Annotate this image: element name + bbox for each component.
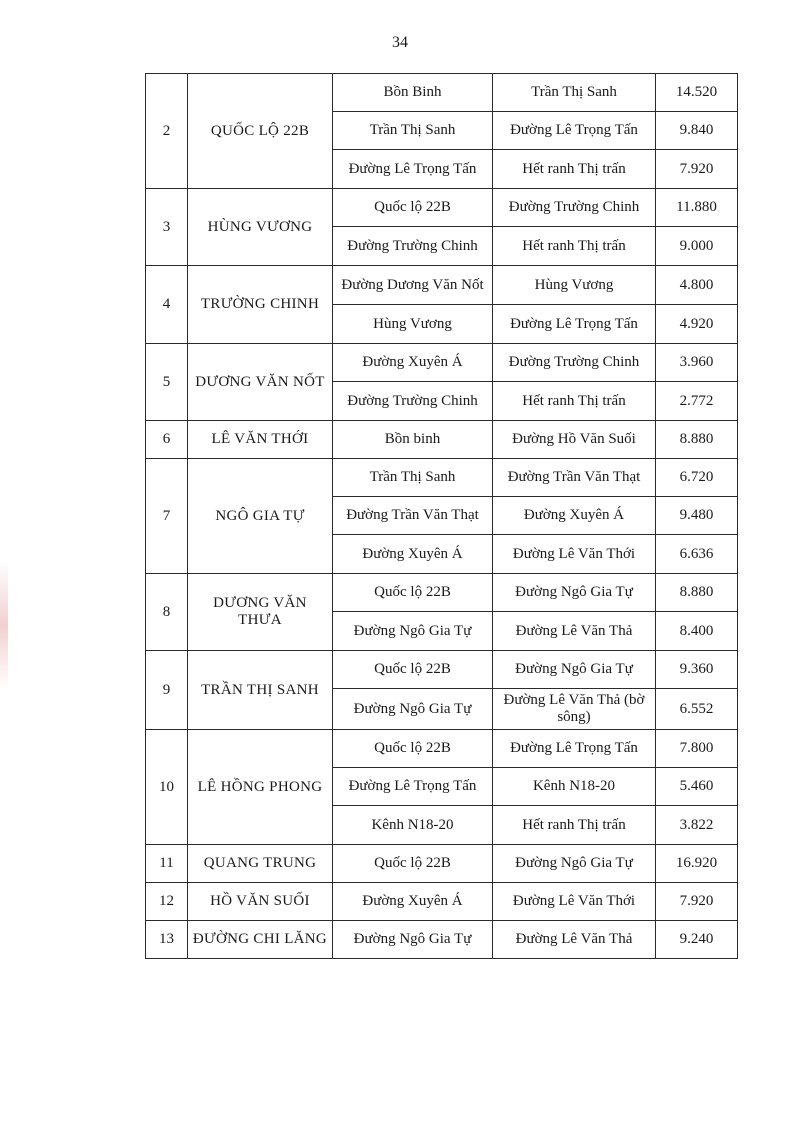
- price-cell: 6.636: [656, 535, 738, 574]
- street-name-cell: HÙNG VƯƠNG: [188, 189, 333, 266]
- segment-from-cell: Đường Xuyên Á: [333, 883, 493, 921]
- price-cell: 4.800: [656, 266, 738, 305]
- segment-to-cell: Đường Lê Văn Thới: [493, 535, 656, 574]
- table-row: [146, 730, 738, 768]
- price-cell: 8.400: [656, 612, 738, 651]
- segment-to-cell: Đường Lê Văn Thới: [493, 883, 656, 921]
- stamp-edge-mark: [0, 560, 8, 690]
- table-row: [146, 344, 738, 382]
- table-row: [146, 421, 738, 459]
- table-row: [146, 574, 738, 612]
- segment-from-cell: Đường Lê Trọng Tấn: [333, 150, 493, 189]
- segment-to-cell: Trần Thị Sanh: [493, 74, 656, 112]
- price-cell: 5.460: [656, 768, 738, 806]
- segment-to-cell: Đường Trần Văn Thạt: [493, 459, 656, 497]
- price-cell: 14.520: [656, 74, 738, 112]
- segment-to-cell: Đường Lê Văn Thả (bờ sông): [493, 689, 656, 730]
- segment-to-cell: Đường Hồ Văn Suối: [493, 421, 656, 459]
- row-number-cell: 5: [146, 344, 188, 421]
- price-cell: 8.880: [656, 421, 738, 459]
- segment-from-cell: Quốc lộ 22B: [333, 189, 493, 227]
- price-cell: 9.480: [656, 497, 738, 535]
- price-cell: 6.552: [656, 689, 738, 730]
- row-number-cell: 2: [146, 74, 188, 189]
- row-number-cell: 7: [146, 459, 188, 574]
- segment-from-cell: Đường Trần Văn Thạt: [333, 497, 493, 535]
- street-name-cell: TRẦN THỊ SANH: [188, 651, 333, 730]
- segment-from-cell: Đường Ngô Gia Tự: [333, 612, 493, 651]
- price-cell: 16.920: [656, 845, 738, 883]
- row-number-cell: 10: [146, 730, 188, 845]
- price-cell: 9.360: [656, 651, 738, 689]
- segment-to-cell: Hết ranh Thị trấn: [493, 227, 656, 266]
- table-row: [146, 921, 738, 959]
- street-name-cell: ĐƯỜNG CHI LĂNG: [188, 921, 333, 959]
- segment-from-cell: Quốc lộ 22B: [333, 845, 493, 883]
- page-number: 34: [392, 34, 408, 51]
- segment-to-cell: Đường Trường Chinh: [493, 189, 656, 227]
- street-name-cell: QUANG TRUNG: [188, 845, 333, 883]
- land-price-table: [145, 73, 738, 959]
- street-name-cell: DƯƠNG VĂN THƯA: [188, 574, 333, 651]
- street-name-cell: LÊ VĂN THỚI: [188, 421, 333, 459]
- row-number-cell: 12: [146, 883, 188, 921]
- segment-to-cell: Đường Ngô Gia Tự: [493, 845, 656, 883]
- street-name-cell: HỒ VĂN SUỐI: [188, 883, 333, 921]
- street-name-cell: NGÔ GIA TỰ: [188, 459, 333, 574]
- segment-to-cell: Đường Lê Trọng Tấn: [493, 305, 656, 344]
- price-cell: 3.822: [656, 806, 738, 845]
- segment-from-cell: Đường Trường Chinh: [333, 382, 493, 421]
- table-row: [146, 189, 738, 227]
- table-row: [146, 651, 738, 689]
- row-number-cell: 3: [146, 189, 188, 266]
- row-number-cell: 9: [146, 651, 188, 730]
- row-number-cell: 4: [146, 266, 188, 344]
- segment-from-cell: Trần Thị Sanh: [333, 459, 493, 497]
- segment-to-cell: Hùng Vương: [493, 266, 656, 305]
- segment-from-cell: Quốc lộ 22B: [333, 730, 493, 768]
- segment-to-cell: Đường Lê Trọng Tấn: [493, 730, 656, 768]
- price-cell: 3.960: [656, 344, 738, 382]
- segment-to-cell: Đường Ngô Gia Tự: [493, 651, 656, 689]
- segment-to-cell: Đường Xuyên Á: [493, 497, 656, 535]
- segment-to-cell: Đường Lê Văn Thả: [493, 612, 656, 651]
- price-cell: 7.920: [656, 150, 738, 189]
- price-cell: 9.840: [656, 112, 738, 150]
- segment-to-cell: Hết ranh Thị trấn: [493, 382, 656, 421]
- table-row: [146, 266, 738, 305]
- table-row: [146, 883, 738, 921]
- segment-from-cell: Đường Lê Trọng Tấn: [333, 768, 493, 806]
- segment-to-cell: Hết ranh Thị trấn: [493, 150, 656, 189]
- segment-to-cell: Hết ranh Thị trấn: [493, 806, 656, 845]
- segment-to-cell: Đường Lê Văn Thả: [493, 921, 656, 959]
- segment-to-cell: Đường Trường Chinh: [493, 344, 656, 382]
- price-cell: 9.240: [656, 921, 738, 959]
- table-row: [146, 845, 738, 883]
- row-number-cell: 11: [146, 845, 188, 883]
- segment-from-cell: Đường Xuyên Á: [333, 535, 493, 574]
- price-cell: 2.772: [656, 382, 738, 421]
- street-name-cell: LÊ HỒNG PHONG: [188, 730, 333, 845]
- price-cell: 7.800: [656, 730, 738, 768]
- segment-from-cell: Quốc lộ 22B: [333, 574, 493, 612]
- segment-from-cell: Đường Xuyên Á: [333, 344, 493, 382]
- segment-from-cell: Đường Ngô Gia Tự: [333, 921, 493, 959]
- street-name-cell: TRƯỜNG CHINH: [188, 266, 333, 344]
- table-body: [146, 74, 738, 959]
- segment-to-cell: Kênh N18-20: [493, 768, 656, 806]
- segment-from-cell: Đường Dương Văn Nốt: [333, 266, 493, 305]
- row-number-cell: 13: [146, 921, 188, 959]
- row-number-cell: 6: [146, 421, 188, 459]
- table-row: [146, 74, 738, 112]
- segment-from-cell: Trần Thị Sanh: [333, 112, 493, 150]
- street-name-cell: DƯƠNG VĂN NỐT: [188, 344, 333, 421]
- row-number-cell: 8: [146, 574, 188, 651]
- price-cell: 9.000: [656, 227, 738, 266]
- segment-to-cell: Đường Lê Trọng Tấn: [493, 112, 656, 150]
- segment-from-cell: Kênh N18-20: [333, 806, 493, 845]
- segment-from-cell: Quốc lộ 22B: [333, 651, 493, 689]
- table-row: [146, 459, 738, 497]
- price-cell: 8.880: [656, 574, 738, 612]
- segment-from-cell: Đường Trường Chinh: [333, 227, 493, 266]
- segment-to-cell: Đường Ngô Gia Tự: [493, 574, 656, 612]
- segment-from-cell: Hùng Vương: [333, 305, 493, 344]
- segment-from-cell: Bồn Binh: [333, 74, 493, 112]
- segment-from-cell: Đường Ngô Gia Tự: [333, 689, 493, 730]
- street-name-cell: QUỐC LỘ 22B: [188, 74, 333, 189]
- price-cell: 7.920: [656, 883, 738, 921]
- segment-from-cell: Bồn binh: [333, 421, 493, 459]
- price-cell: 6.720: [656, 459, 738, 497]
- price-cell: 11.880: [656, 189, 738, 227]
- price-cell: 4.920: [656, 305, 738, 344]
